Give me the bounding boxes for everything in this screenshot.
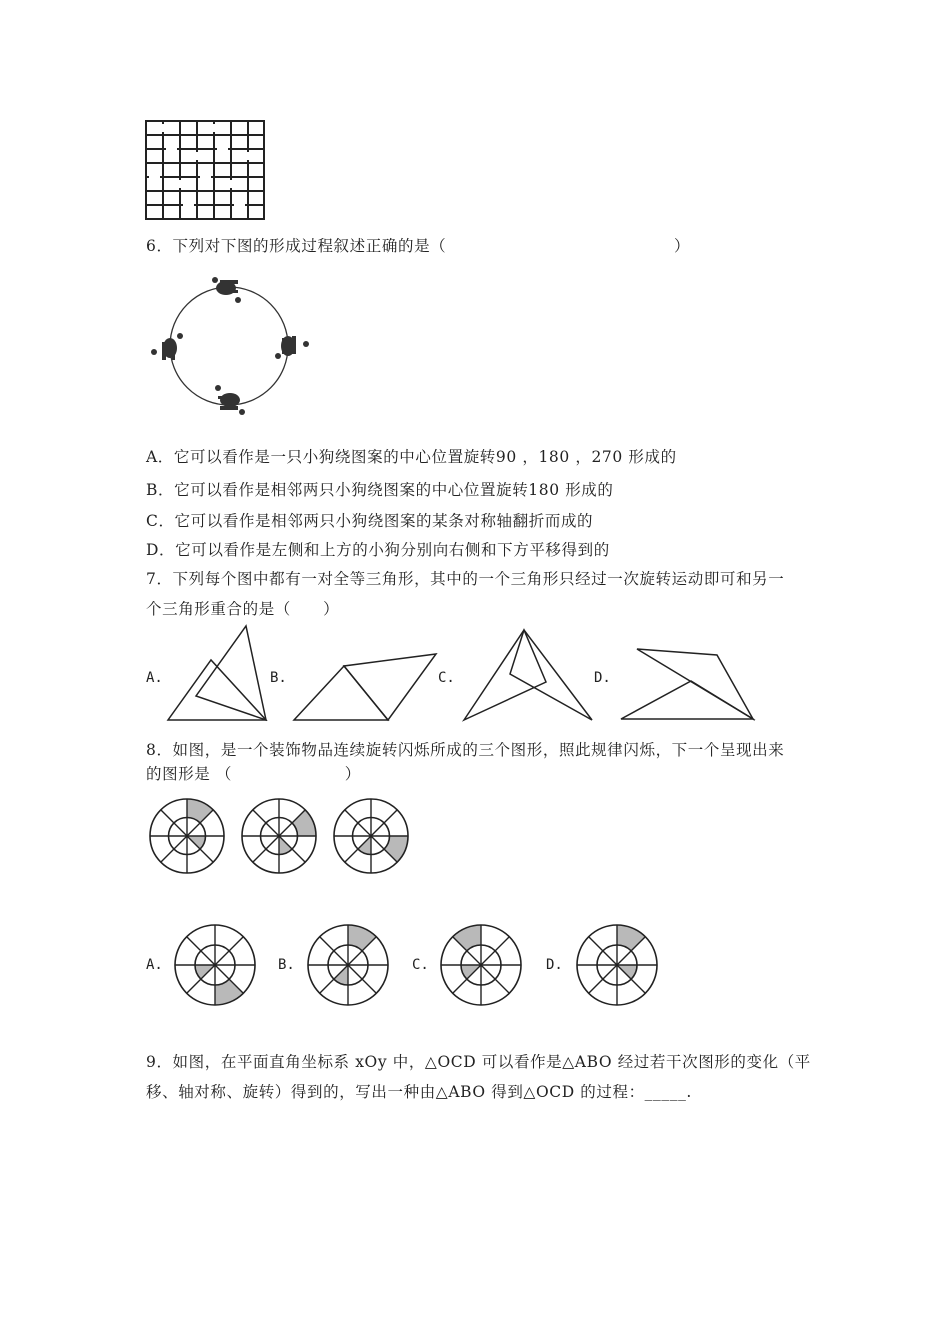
shaded-outer-sector	[187, 799, 213, 823]
shaded-outer-sector	[348, 925, 376, 951]
q8-label-c: C.	[412, 957, 429, 973]
wheel-option-c	[438, 922, 524, 1008]
q7-triangles-a	[166, 624, 276, 724]
q8-line-1: 8．如图，是一个装饰物品连续旋转闪烁所成的三个图形，照此规律闪烁，下一个呈现出来	[146, 741, 785, 759]
q7-label-c: C.	[438, 670, 455, 686]
q6-paren-close: ）	[674, 237, 691, 255]
dog-icon-left	[151, 333, 183, 360]
q8-line-2: 的图形是 （ ）	[146, 765, 361, 783]
q9-line-1: 9．如图，在平面直角坐标系 xOy 中，△OCD 可以看作是△ABO 经过若干次图形的变化（平	[146, 1053, 811, 1071]
shaded-outer-sector	[215, 979, 243, 1005]
wheel-sequence-3	[331, 796, 411, 876]
q7-triangles-c	[462, 628, 597, 723]
q7-line-1: 7．下列每个图中都有一对全等三角形，其中的一个三角形只经过一次旋转运动即可和另一	[146, 570, 785, 588]
dog-icon-top	[212, 277, 241, 303]
q7-line-2: 个三角形重合的是（ ）	[146, 600, 340, 618]
weave-pattern-figure	[146, 121, 266, 221]
q7-label-b: B.	[270, 670, 287, 686]
wheel-sequence-2	[239, 796, 319, 876]
q7-label-d: D.	[594, 670, 611, 686]
q8-label-d: D.	[546, 957, 563, 973]
shaded-outer-sector	[292, 810, 316, 836]
q8-label-b: B.	[278, 957, 295, 973]
q6-option-d: D．它可以看作是左侧和上方的小狗分别向右侧和下方平移得到的	[146, 541, 610, 559]
shaded-outer-sector	[384, 836, 408, 862]
shaded-outer-sector	[617, 925, 645, 951]
q7-triangles-d	[619, 647, 764, 722]
wheel-option-d	[574, 922, 660, 1008]
wheel-option-a	[172, 922, 258, 1008]
wheel-sequence-1	[147, 796, 227, 876]
q6-option-a: A．它可以看作是一只小狗绕图案的中心位置旋转90 ，180 ，270 形成的	[146, 448, 677, 466]
dogs-circle-figure	[140, 266, 320, 426]
q7-triangles-b	[292, 650, 442, 730]
q9-line-2: 移、轴对称、旋转）得到的，写出一种由△ABO 得到△OCD 的过程：_____.	[146, 1083, 692, 1101]
dog-icon-bottom	[215, 385, 245, 415]
q6-stem: 6．下列对下图的形成过程叙述正确的是（	[146, 237, 447, 255]
dog-icon-right	[275, 336, 309, 359]
q6-option-b: B．它可以看作是相邻两只小狗绕图案的中心位置旋转180 形成的	[146, 481, 614, 499]
shaded-outer-sector	[453, 925, 481, 951]
q8-label-a: A.	[146, 957, 163, 973]
wheel-option-b	[305, 922, 391, 1008]
q6-option-c: C．它可以看作是相邻两只小狗绕图案的某条对称轴翻折而成的	[146, 512, 594, 530]
q7-label-a: A.	[146, 670, 163, 686]
